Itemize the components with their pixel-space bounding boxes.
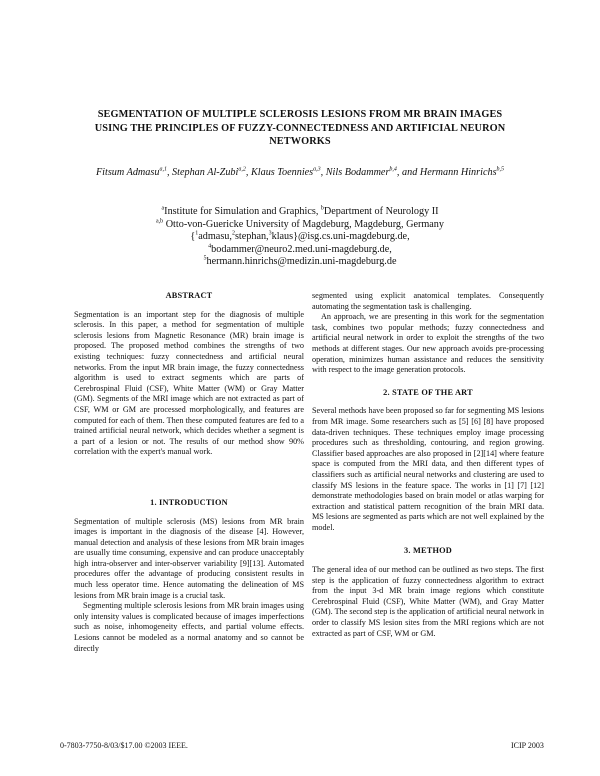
title-line: NETWORKS (269, 136, 331, 147)
abstract-heading: ABSTRACT (165, 291, 213, 300)
affiliation-line (120, 219, 480, 232)
abstract-text: Segmentation is an important step for the diagnosis of multiple sclerosis. In this paper, a method for segmentation of multiple sclerosis lesions from Magnetic Resonance (MR) brain image is proposed. The proposed method combines the strengths of two existing techniques: fuzzy connectedness and artificial neural networks. From the input MR brain image, the fuzzy connectedness algorithm is used to extract segments which are parts of Cerebrospinal Fluid (CSF), White Matter (WM) or Gray Matter (GM). Segments of the MRI image which are not extracted as part of CSF, WM or GM are processed morphologically, and features are computed for each of them. Then these computed features are fed to a trained artificial neural network, which decides whether a segment is a part of a lesion or not. The results of our method show 90% correlation with the expert's manual work. (74, 309, 304, 457)
author-name: Stephan Al-Zubi (172, 167, 239, 178)
state-of-art-text: Several methods have been proposed so far for segmenting MS lesions from MR image. Some researchers such as [5] [6] [8] have proposed data-driven techniques. These techniques employ image processing procedures such as thresholding, contouring, and region growing. Classifier based approaches are also proposed in [2][14] where feature space is computed from the MRI data, and then different types of classifiers such as artificial neural networks and clustering are used to classify MS lesions in the feature space. The works in [1] [7] [12] demonstrate methodologies based on brain model or atlas warping for extraction and statistical pattern recognition of the brain MRI data. MS lesions are segmented as parts which are not well explained by the model. (312, 406, 544, 532)
affiliation-text: Institute for Simulation and Graphics, (164, 206, 321, 217)
brace: { (190, 231, 196, 243)
author-separator: , (166, 167, 173, 178)
state-of-art-heading: 2. STATE OF THE ART (383, 387, 473, 397)
email-line (120, 231, 480, 244)
affiliation-text: Otto-von-Guericke University of Magdeburg, Magdeburg, Germany (163, 218, 444, 230)
email-line (120, 256, 480, 269)
title-line: SEGMENTATION OF MULTIPLE SCLEROSIS LESIONS FROM MR BRAIN IMAGES (97, 109, 503, 120)
author-affiliation-mark: b,5 (496, 166, 505, 173)
author-affiliation-mark: b,4 (389, 166, 397, 173)
author-affiliation-mark: a,3 (313, 166, 321, 173)
introduction-paragraph: Segmenting multiple sclerosis lesions from MR brain images using only intensity values is complicated because of images imperfections such as noise, inhomogeneity effects, and partial volume effects. Lesions cannot be modeled as a normal anatomy and so cannot be directly (74, 601, 304, 653)
affiliation-mark: 3 (268, 230, 272, 237)
author-affiliation-mark: a,2 (238, 166, 246, 173)
affiliation-mark: 5 (203, 255, 207, 262)
body-paragraph: segmented using explicit anatomical templates. Consequently automating the segmentation task is challenging. (312, 291, 544, 311)
conference-footer: ICIP 2003 (511, 741, 544, 750)
email-text: stephan, (234, 231, 269, 243)
introduction-heading: 1. INTRODUCTION (150, 497, 228, 507)
author-name: Nils Bodammer (325, 167, 390, 178)
title-line: USING THE PRINCIPLES OF FUZZY-CONNECTEDNESS AND ARTIFICIAL NEURON (94, 122, 506, 134)
email-text: hermann.hinrichs@medizin.uni-magdeburg.de (206, 256, 397, 268)
affiliation-mark: 1 (195, 230, 199, 237)
affiliation-line (120, 206, 480, 219)
paper-title (60, 108, 540, 149)
author-separator: , (320, 167, 326, 178)
method-heading: 3. METHOD (404, 546, 452, 556)
author-list (90, 166, 510, 180)
left-column (74, 291, 304, 654)
method-text: The general idea of our method can be outlined as two steps. The first step is the application of fuzzy connectedness algorithm to extract from the input 3-d MR brain image regions which constitute Cerebrospinal Fluid (CSF), White Matter (WM), and Gray Matter (GM). The second step is the application of artificial neural network in order to classify MS lesion sites from the MRI regions which are not extracted as part of CSF, WM or GM. (312, 565, 544, 638)
right-column (312, 291, 544, 639)
affiliation-mark: a,b (155, 218, 164, 225)
introduction-paragraph: Segmentation of multiple sclerosis (MS) lesions from MR brain images is important in the diagnosis of the disease [4]. However, manual detection and analysis of these lesions from MR brain images are usually time consuming, expensive and can produce unacceptably high intra-observer and inter-observer variability [9][13]. Automated procedures offer the advantage of producing consistent results in much less operator time. Hence automating the delineation of MS lesions from MR brain image is a crucial task. (74, 516, 304, 600)
copyright-footer: 0-7803-7750-8/03/$17.00 ©2003 IEEE. (60, 741, 188, 750)
author-name: Hermann Hinrichs (419, 167, 497, 178)
affiliation-mark: 2 (231, 230, 235, 237)
author-separator: , (245, 167, 251, 178)
email-text: bodammer@neuro2.med.uni-magdeburg.de, (211, 243, 392, 255)
affiliation-mark: b (320, 205, 324, 212)
author-affiliation-mark: a,1 (159, 166, 167, 173)
affiliation-text: Department of Neurology II (323, 206, 439, 217)
email-line (120, 244, 480, 257)
affiliations (120, 206, 480, 269)
author-separator: , and (396, 167, 420, 178)
affiliation-mark: a (161, 205, 165, 212)
email-text: admasu, (198, 231, 232, 243)
author-name: Fitsum Admasu (95, 167, 160, 178)
affiliation-mark: 4 (208, 243, 212, 250)
author-name: Klaus Toennies (250, 167, 314, 178)
body-paragraph: An approach, we are presenting in this work for the segmentation task, combines two popular methods; fuzzy connectedness and artificial neural network in order to exploit the strengths of the two methods at different stages. Our new approach avoids pre-processing operation, minimizes human assistance and reduces the sensitivity with respect to the image generation protocols. (312, 312, 544, 375)
email-text: klaus}@isg.cs.uni-magdeburg.de, (271, 231, 410, 243)
